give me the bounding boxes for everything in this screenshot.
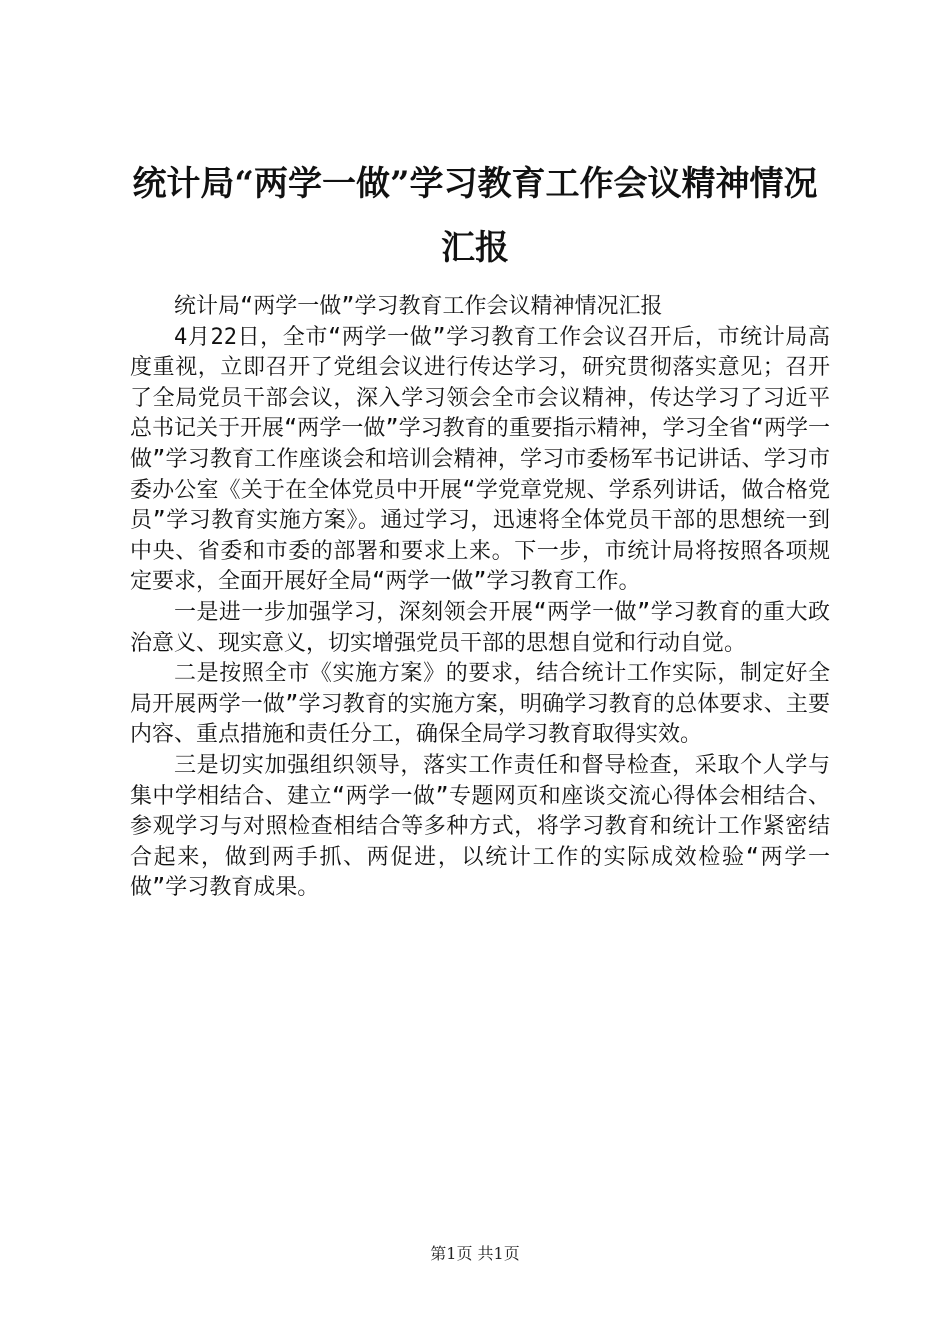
- paragraph-subtitle: 统计局“两学一做”学习教育工作会议精神情况汇报: [174, 294, 663, 319]
- paragraph-point-two: 二是按照全市《实施方案》的要求，结合统计工作实际，制定好全局开展两学一做”学习教育的实施方案，明确学习教育的总体要求、主要内容、重点措施和责任分工，确保全局学习教育取得实效。: [130, 661, 830, 748]
- page-footer: 第1页 共1页: [430, 1244, 520, 1263]
- document-title: 统计局“两学一做”学习教育工作会议精神情况汇报: [132, 164, 818, 268]
- paragraph-point-one: 一是进一步加强学习，深刻领会开展“两学一做”学习教育的重大政治意义、现实意义，切实增强党员干部的思想自觉和行动自觉。: [130, 599, 830, 656]
- paragraph-point-three: 三是切实加强组织领导，落实工作责任和督导检查，采取个人学与集中学相结合、建立“两学一做”专题网页和座谈交流心得体会相结合、参观学习与对照检查相结合等多种方式，将学习教育和统计工作紧密结合起来，做到两手抓、两促进，以统计工作的实际成效检验“两学一做”学习教育成果。: [130, 752, 830, 901]
- document-body: [130, 292, 830, 904]
- paragraph-intro: 4月22日，全市“两学一做”学习教育工作会议召开后，市统计局高度重视，立即召开了党组会议进行传达学习，研究贯彻落实意见；召开了全局党员干部会议，深入学习领会全市会议精神，传达学习了习近平总书记关于开展“两学一做”学习教育的重要指示精神，学习全省“两学一做”学习教育工作座谈会和培训会精神，学习市委杨军书记讲话、学习市委办公室《关于在全体党员中开展“学党章党规、学系列讲话，做合格党员”学习教育实施方案》。通过学习，迅速将全体党员干部的思想统一到中央、省委和市委的部署和要求上来。下一步，市统计局将按照各项规定要求，全面开展好全局“两学一做”学习教育工作。: [130, 324, 830, 595]
